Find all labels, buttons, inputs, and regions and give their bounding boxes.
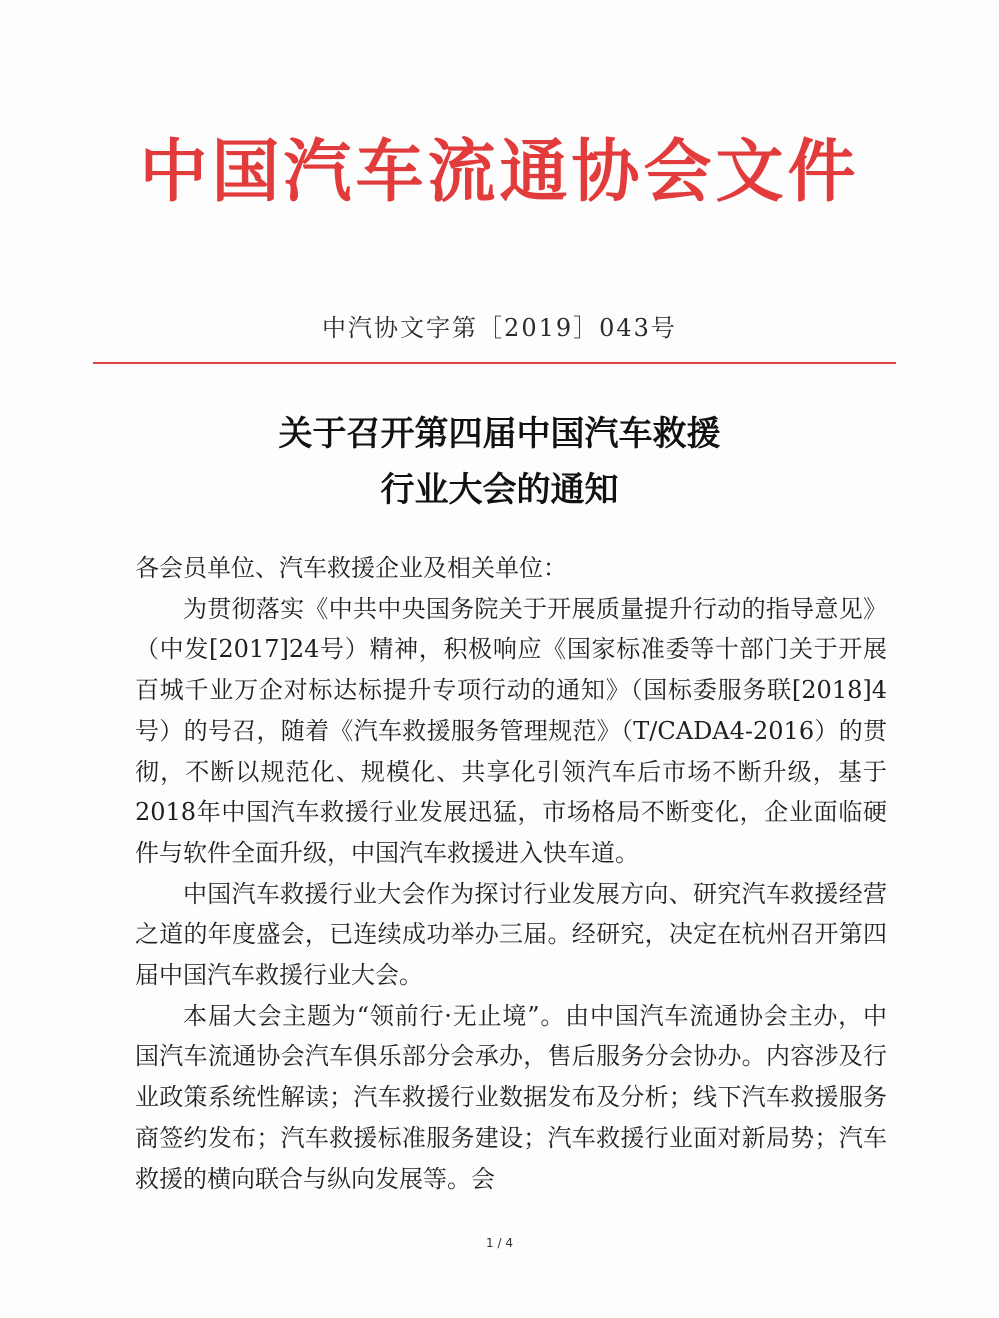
body-paragraph-1: 为贯彻落实《中共中央国务院关于开展质量提升行动的指导意见》（中发[2017]24号）精神，积极响应《国家标准委等十部门关于开展百城千业万企对标达标提升专项行动的通知》（国标委服务联[2018]4号）的号召，随着《汽车救援服务管理规范》（T/CADA4-2016）的贯彻，不断以规范化、规模化、共享化引领汽车后市场不断升级，基于2018年中国汽车救援行业发展迅猛，市场格局不断变化，企业面临硬件与软件全面升级，中国汽车救援进入快车道。 bbox=[135, 594, 887, 867]
body-paragraph-2: 中国汽车救援行业大会作为探讨行业发展方向、研究汽车救援经营之道的年度盛会，已连续成功举办三届。经研究，决定在杭州召开第四届中国汽车救援行业大会。 bbox=[135, 879, 887, 990]
document-number: 中汽协文字第［2019］043号 bbox=[322, 314, 677, 342]
notice-body bbox=[135, 548, 887, 1199]
letterhead-title: 中国汽车流通协会文件 bbox=[139, 132, 860, 212]
red-divider-line bbox=[93, 362, 896, 364]
notice-title bbox=[0, 406, 999, 518]
salutation: 各会员单位、汽车救援企业及相关单位： bbox=[135, 554, 567, 582]
notice-title-line-2: 行业大会的通知 bbox=[380, 470, 619, 510]
body-paragraph-3: 本届大会主题为“领前行·无止境”。由中国汽车流通协会主办，中国汽车流通协会汽车俱乐部分会承办，售后服务分会协办。内容涉及行业政策系统性解读；汽车救援行业数据发布及分析；线下汽车救援服务商签约发布；汽车救援标准服务建设；汽车救援行业面对新局势；汽车救援的横向联合与纵向发展等。会 bbox=[135, 1001, 887, 1193]
page-number: 1 / 4 bbox=[486, 1236, 513, 1250]
notice-title-line-1: 关于召开第四届中国汽车救援 bbox=[278, 414, 721, 454]
